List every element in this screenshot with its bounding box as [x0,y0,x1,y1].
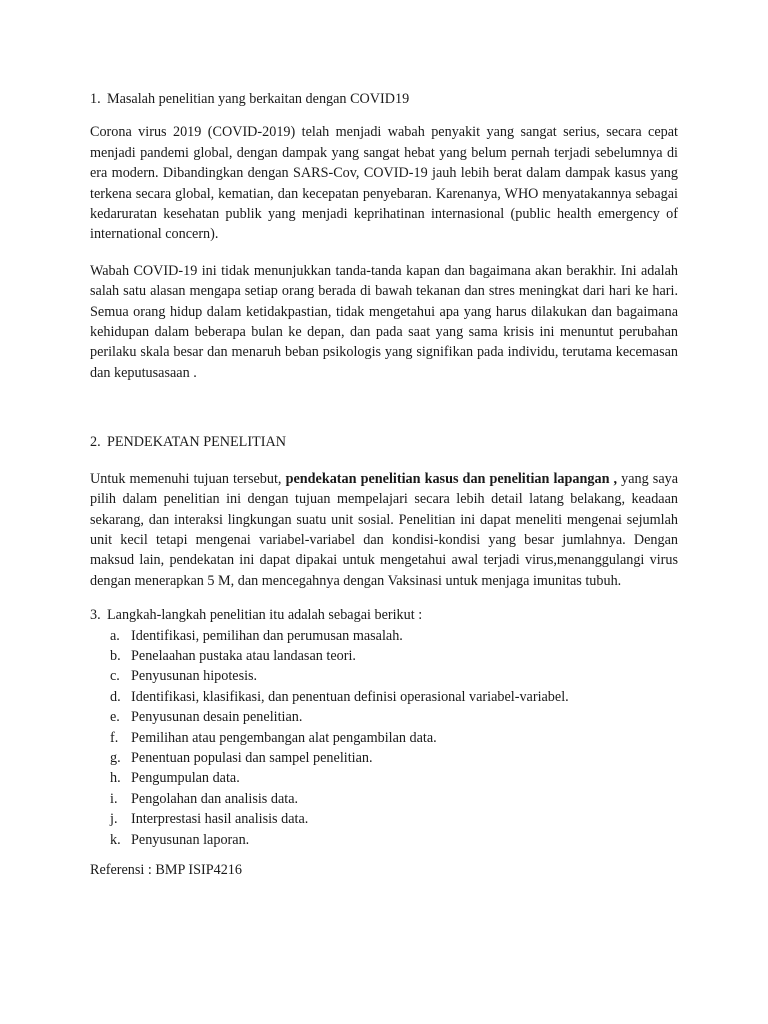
list-marker: d. [110,688,121,705]
list-item-text: Penyusunan laporan. [131,831,250,848]
section-3-title: Langkah-langkah penelitian itu adalah sebagai berikut : [107,607,423,624]
list-item-text: Interprestasi hasil analisis data. [131,811,309,828]
section-3-heading [90,605,678,625]
section-2-paragraph [90,469,678,591]
list-item [90,809,678,829]
list-item [90,646,678,666]
list-item [90,748,678,768]
list-marker: f. [110,729,119,746]
list-item [90,626,678,646]
list-item [90,830,678,850]
section-2-paragraph-lead: Untuk memenuhi tujuan tersebut, [90,470,286,487]
steps-list [90,626,678,850]
list-item-text: Penelaahan pustaka atau landasan teori. [131,647,356,664]
list-item [90,728,678,748]
list-item [90,768,678,788]
list-item-text: Pemilihan atau pengembangan alat pengambilan data. [131,729,437,746]
list-marker: c. [110,668,120,685]
list-marker: g. [110,749,121,766]
section-2-heading [90,432,678,452]
list-marker: a. [110,627,120,644]
section-2-paragraph-rest: yang saya pilih dalam penelitian ini dengan tujuan mempelajari secara lebih detail latang belakang, keadaan sekarang, dan interaksi lingkungan suatu unit sosial. Penelitian ini dapat meneliti mengenai sejumlah unit kecil tetapi mengenai variabel-variabel dan kondisi-kondisi yang besar jumlahnya. Dengan maksud lain, pendekatan ini dapat dipakai untuk mengetahui awal terjadi virus,menanggulangi virus dengan menerapkan 5 M, dan mencegahnya dengan Vaksinasi untuk menjaga imunitas tubuh. [90,470,679,589]
section-1-number: 1. [90,91,101,107]
list-item-text: Penyusunan hipotesis. [131,668,258,685]
list-item-text: Identifikasi, klasifikasi, dan penentuan definisi operasional variabel-variabel. [131,688,569,705]
section-3-number: 3. [90,607,101,624]
list-item [90,666,678,686]
list-marker: i. [110,790,118,807]
list-marker: b. [110,647,121,664]
section-2-paragraph-bold: pendekatan penelitian kasus dan penelitian lapangan , [285,470,618,487]
list-item-text: Pengumpulan data. [131,770,240,787]
section-1-title: Masalah penelitian yang berkaitan dengan COVID19 [107,91,410,107]
list-marker: k. [110,831,121,848]
list-item [90,707,678,727]
section-1-paragraph-2: Wabah COVID-19 ini tidak menunjukkan tanda-tanda kapan dan bagaimana akan berakhir. Ini adalah salah satu alasan mengapa setiap orang berada di bawah tekanan dan stres meningkat dari hari ke hari. Semua orang hidup dalam ketidakpastian, tidak mengetahui apa yang harus dilakukan dan bagaimana kehidupan dalam beberapa bulan ke depan, dan pada saat yang sama krisis ini menuntut perubahan perilaku skala besar dan menaruh beban psikologis yang signifikan pada individu, terutama kecemasan dan keputusasaan . [90,262,678,381]
list-item-text: Identifikasi, pemilihan dan perumusan masalah. [131,627,403,644]
list-marker: h. [110,770,121,787]
list-item [90,687,678,707]
reference-line: Referensi : BMP ISIP4216 [90,862,242,878]
list-item-text: Penyusunan desain penelitian. [131,709,303,726]
list-item-text: Penentuan populasi dan sampel penelitian. [131,749,373,766]
list-item [90,789,678,809]
document-page [90,89,678,880]
list-marker: e. [110,709,120,726]
list-item-text: Pengolahan dan analisis data. [131,790,299,807]
section-2-number: 2. [90,434,101,451]
list-marker: j. [110,811,118,828]
section-1-paragraph-1: Corona virus 2019 (COVID-2019) telah menjadi wabah penyakit yang sangat serius, secara cepat menjadi pandemi global, dengan dampak yang sangat hebat yang belum pernah terjadi sebelumnya di era modern. Dibandingkan dengan SARS-Cov, COVID-19 jauh lebih berat dalam dampak kasus yang terkena secara global, kematian, dan kecepatan penyebaran. Karenanya, WHO menyatakannya sebagai kedaruratan kesehatan publik yang menjadi keprihatinan internasional (public health emergency of international concern). [90,124,678,243]
section-1-heading [90,89,678,109]
section-2-title: PENDEKATAN PENELITIAN [107,434,286,451]
